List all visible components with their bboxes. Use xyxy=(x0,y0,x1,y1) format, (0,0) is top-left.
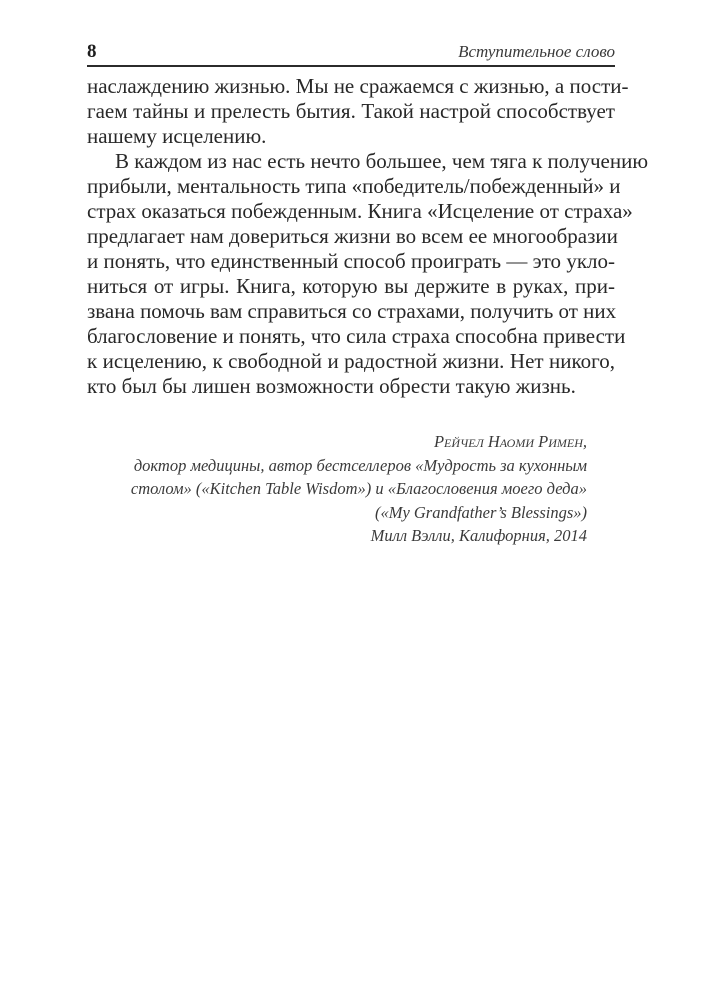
text-line: гаем тайны и прелесть бытия. Такой настрой способствует xyxy=(87,99,615,123)
text-line: и понять, что единственный способ проиграть — это укло- xyxy=(87,249,615,273)
author-credentials: («My Grandfather’s Blessings») xyxy=(374,502,587,522)
text-line: нашему исцелению. xyxy=(87,124,267,148)
section-title: Вступительное слово xyxy=(458,42,615,61)
text-line: кто был бы лишен возможности обрести такую жизнь. xyxy=(87,374,576,398)
text-line: к исцелению, к свободной и радостной жизни. Нет никого, xyxy=(87,349,615,373)
text-line: ниться от игры. Книга, которую вы держите в руках, при- xyxy=(87,274,615,298)
text-line: прибыли, ментальность типа «победитель/побежденный» и xyxy=(87,174,621,198)
text-line: благословение и понять, что сила страха способна привести xyxy=(87,324,626,348)
text-line: предлагает нам довериться жизни во всем ее многообразии xyxy=(87,224,618,248)
author-credentials: столом» («Kitchen Table Wisdom») и «Благословения моего деда» xyxy=(130,479,587,498)
author-credentials: доктор медицины, автор бестселлеров «Мудрость за кухонным xyxy=(133,455,587,475)
author-name: Рейчел Наоми Римен, xyxy=(433,432,587,451)
text-line: страх оказаться побежденным. Книга «Исцеление от страха» xyxy=(87,199,633,223)
text-line: В каждом из нас есть нечто большее, чем тяга к получению xyxy=(115,149,649,173)
body-text xyxy=(87,74,649,399)
page-number: 8 xyxy=(87,41,97,62)
running-header xyxy=(87,38,615,67)
text-line: наслаждению жизнью. Мы не сражаемся с жизнью, а пости- xyxy=(87,74,629,98)
signature-block xyxy=(87,430,615,548)
paragraph-1 xyxy=(87,74,629,149)
place-and-date: Милл Вэлли, Калифорния, 2014 xyxy=(370,526,587,545)
book-page xyxy=(87,38,649,548)
text-line: звана помочь вам справиться со страхами, получить от них xyxy=(87,299,617,323)
paragraph-2 xyxy=(87,149,649,399)
